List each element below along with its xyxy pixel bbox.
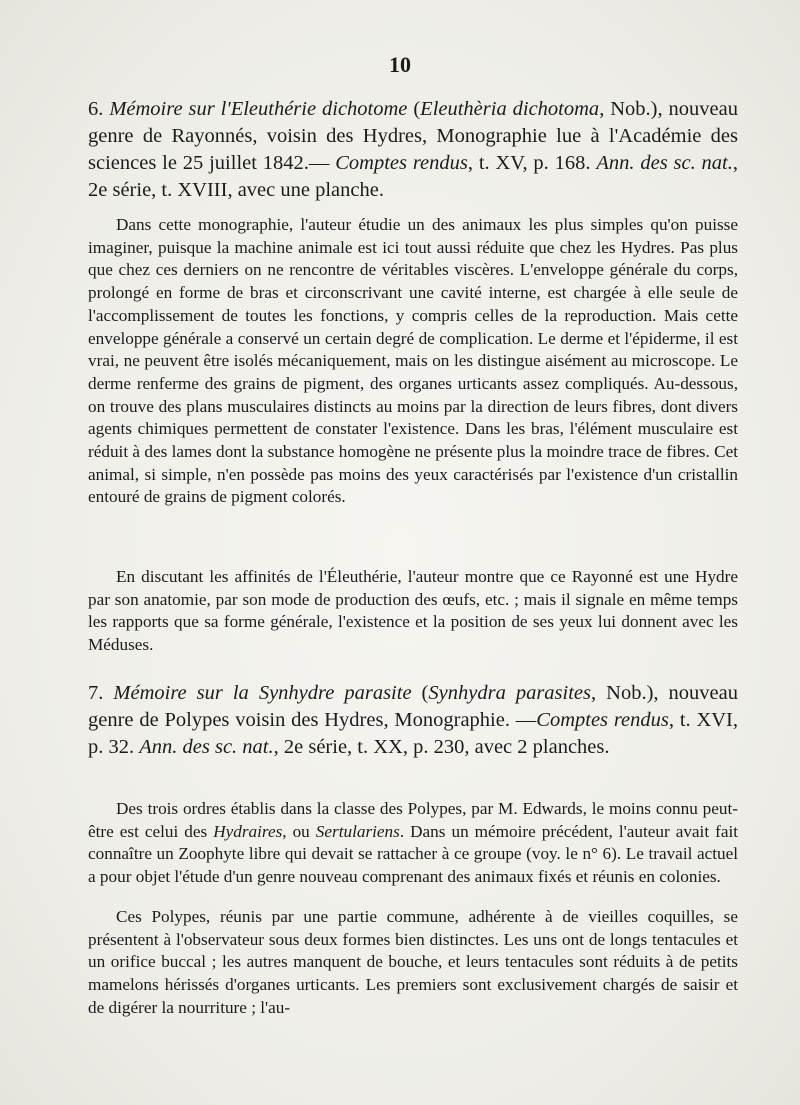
section-6-paragraph-1: Dans cette monographie, l'auteur étudie un des animaux les plus simples qu'on puisse imaginer, puisque la machine animale est ici tout aussi réduite que chez les Hydres. Pas plus que chez ces derniers on ne rencontre de véritables viscères. L'enveloppe générale du corps, prolongé en forme de bras et circonscrivant une cavité interne, est chargée à elle seule de l'accomplissement de toutes les fonctions, y compris celles de la reproduction. Mais cette enveloppe générale a conservé un certain degré de complication. Le derme et l'épiderme, il est vrai, ne peuvent être isolés mécaniquement, mais on les distingue aisément au microscope. Le derme renferme des grains de pigment, des organes urticants assez compliqués. Au-dessous, on trouve des plans musculaires distincts au moins par la direction de leurs fibres, dont divers agents chimiques permettent de constater l'existence. Dans les bras, l'élément musculaire est réduit à des lames dont la substance homogène ne présente plus la moindre trace de fibres. Cet animal, si simple, n'en possède pas moins des yeux caractérisés par l'existence d'un cristallin entouré de grains de pigment colorés.: [88, 215, 738, 507]
section-7-paragraph-1-text-c: . Dans un mémoire précédent, l'auteur avait fait connaître un Zoophyte libre qui devait se rattacher à ce groupe (voy. le n° 6). Le travail actuel a pour objet l'étude d'un genre nouveau comprenant des animaux fixés et réunis en colonies.: [88, 821, 739, 887]
section-6-heading-text-3: , t. XV, p. 168.: [467, 152, 597, 174]
section-7-paragraph-1-text-a: Des trois ordres établis dans la classe des Polypes, par M. Edwards, le moins connu peut-être est celui des: [88, 799, 738, 841]
section-6-annales: Ann. des sc. nat.: [596, 152, 733, 174]
section-7-comptes-rendus: Comptes rendus: [536, 709, 669, 731]
sertulariens-term: Sertulariens: [315, 821, 400, 841]
section-7-annales: Ann. des sc. nat.: [139, 736, 274, 758]
section-7-latin-name: Synhydra parasites: [428, 682, 592, 704]
page-number: 10: [389, 52, 411, 77]
section-7-heading-text-2: , Nob.), nouveau genre de Polypes voisin des Hydres, Monographie. —: [88, 682, 738, 731]
section-7-heading: [88, 680, 738, 761]
section-6-heading: [88, 96, 738, 204]
section-6-number: 6.: [88, 98, 104, 120]
section-7-heading-text-4: , 2e série, t. XX, p. 230, avec 2 planches.: [273, 736, 610, 758]
section-6-title: Mémoire sur l'Eleuthérie dichotome: [109, 98, 408, 120]
section-6-latin-name: Eleuthèria dichotoma: [420, 98, 600, 120]
section-6-paragraph-2: En discutant les affinités de l'Éleuthérie, l'auteur montre que ce Rayonné est une Hydre par son anatomie, par son mode de production des œufs, etc. ; mais il signale en même temps les rapports que sa forme générale, l'existence et la position de ses yeux lui donnent avec les Méduses.: [88, 567, 738, 655]
section-7-heading-text-1: (: [411, 682, 429, 704]
section-7-paragraph-1-text-b: , ou: [282, 821, 316, 841]
section-7-paragraph-1: [88, 798, 738, 889]
section-7-title: Mémoire sur la Synhydre parasite: [113, 682, 412, 704]
section-6-heading-text-4: , 2e série, t. XVIII, avec une planche.: [88, 152, 738, 201]
section-6-comptes-rendus: Comptes rendus: [335, 152, 468, 174]
section-7-heading-text-3: , t. XVI, p. 32.: [88, 709, 739, 758]
hydraires-term: Hydraires: [213, 821, 283, 841]
section-6-heading-text-2: , Nob.), nouveau genre de Rayonnés, voisin des Hydres, Monographie lue à l'Académie des sciences le 25 juillet 1842.—: [88, 98, 738, 174]
section-7-paragraph-2: Ces Polypes, réunis par une partie commune, adhérente à de vieilles coquilles, se présentent à l'observateur sous deux formes bien distinctes. Les uns ont de longs tentacules et un orifice buccal ; les autres manquent de bouche, et leurs tentacules sont réduits à de petits mamelons hérissés d'organes urticants. Les premiers sont exclusivement chargés de saisir et de digérer la nourriture ; l'au-: [88, 907, 738, 1017]
section-7-number: 7.: [88, 682, 104, 704]
section-6-heading-text-1: (: [407, 98, 421, 120]
